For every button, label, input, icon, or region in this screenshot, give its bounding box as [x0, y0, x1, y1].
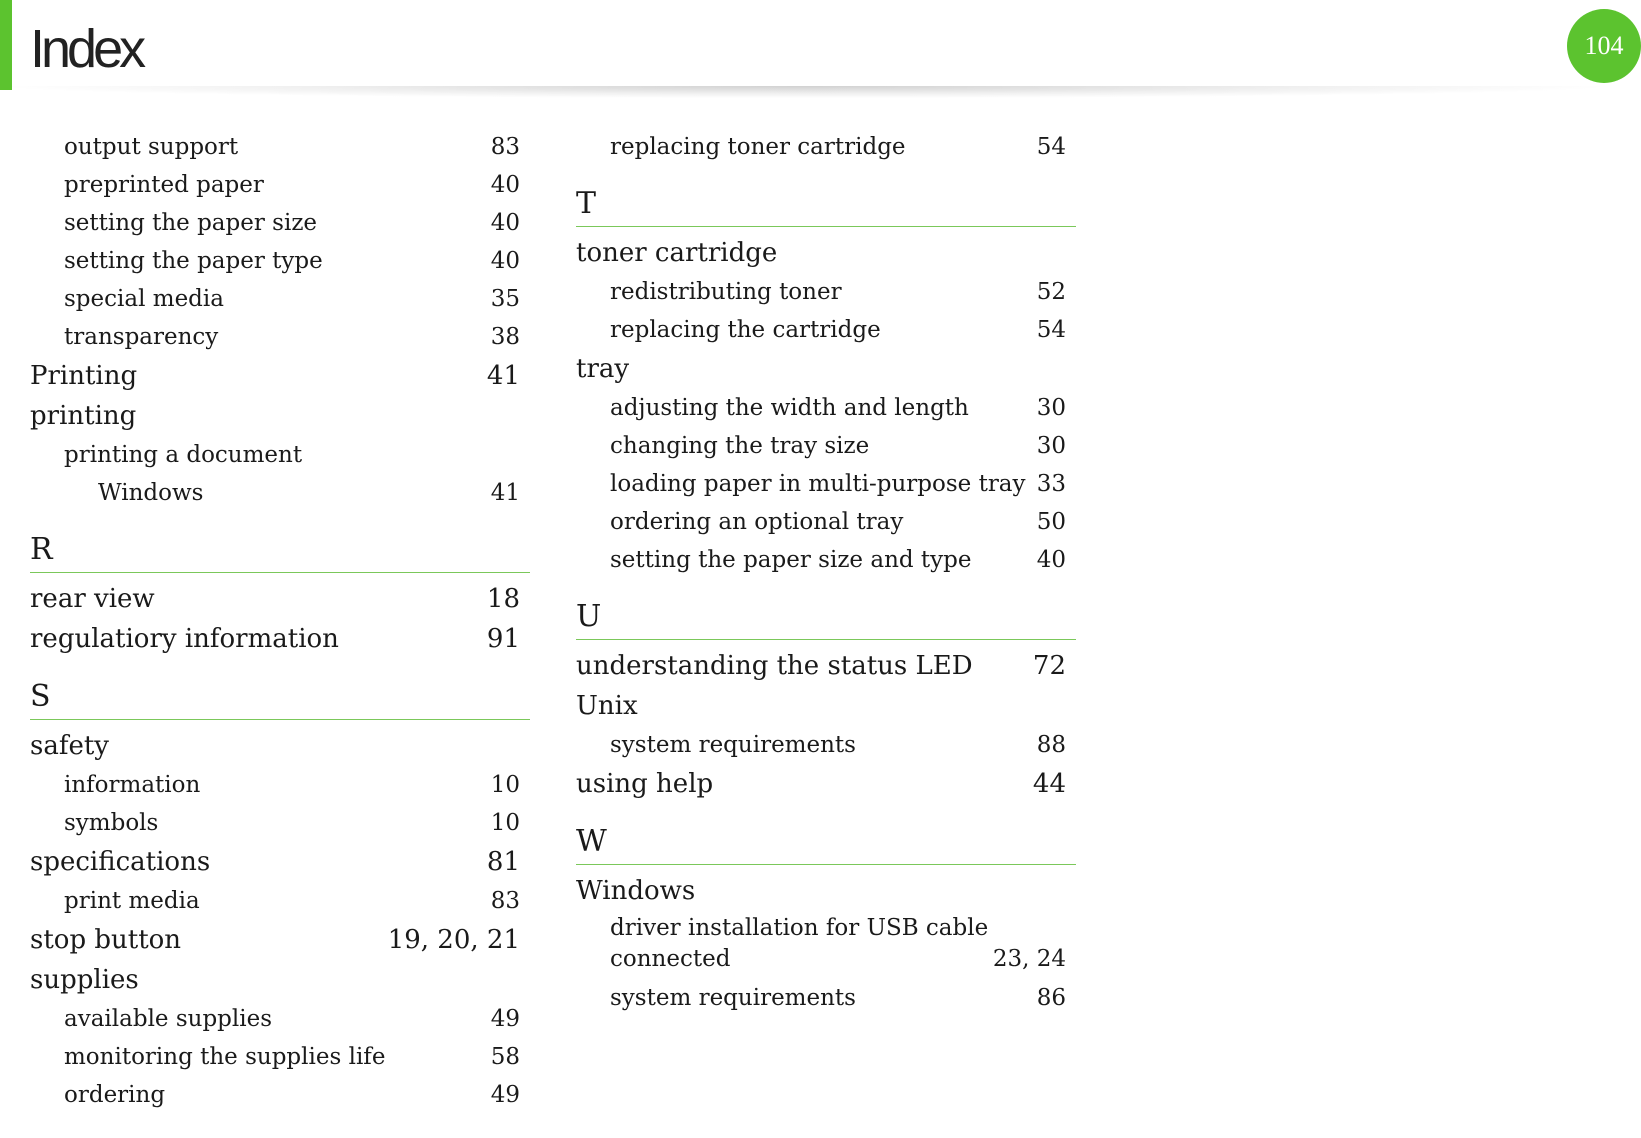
index-term: special media: [64, 286, 224, 312]
index-entry: [576, 686, 1076, 726]
index-entry: [30, 766, 530, 804]
index-entry: [576, 503, 1076, 541]
index-page-ref[interactable]: 40: [1036, 547, 1066, 573]
index-term: changing the tray size: [610, 433, 870, 459]
index-term: preprinted paper: [64, 172, 264, 198]
index-entry: [576, 128, 1076, 166]
index-entry: [576, 389, 1076, 427]
index-term: using help: [576, 769, 714, 799]
index-entry: [576, 726, 1076, 764]
page-title: Index: [30, 19, 143, 79]
section-heading-w: W: [576, 820, 1076, 865]
index-page-ref[interactable]: 33: [1036, 471, 1066, 497]
index-page-ref[interactable]: 23, 24: [992, 946, 1066, 972]
index-term: redistributing toner: [610, 279, 842, 305]
index-page-ref[interactable]: 50: [1036, 509, 1066, 535]
index-entry: [576, 646, 1076, 686]
index-term: system requirements: [610, 732, 856, 758]
index-entry: [576, 427, 1076, 465]
section-heading-r: R: [30, 528, 530, 573]
index-entry: [30, 1076, 530, 1114]
index-entry: [576, 233, 1076, 273]
index-term: regulatiory information: [30, 624, 339, 654]
index-page-ref[interactable]: 10: [490, 810, 520, 836]
index-page-ref[interactable]: 52: [1036, 279, 1066, 305]
index-term: setting the paper size and type: [610, 547, 972, 573]
index-page-ref[interactable]: 30: [1036, 433, 1066, 459]
index-entry: [30, 396, 530, 436]
index-term: setting the paper type: [64, 248, 323, 274]
index-entry: [30, 318, 530, 356]
index-entry: [30, 128, 530, 166]
index-term: Unix: [576, 691, 638, 721]
index-page-ref[interactable]: 81: [486, 847, 520, 877]
index-entry: [576, 979, 1076, 1017]
index-term: adjusting the width and length: [610, 395, 969, 421]
index-page-ref[interactable]: 72: [1032, 651, 1066, 681]
index-page-ref[interactable]: 44: [1032, 769, 1066, 799]
index-term: Printing: [30, 361, 138, 391]
index-entry: [576, 764, 1076, 804]
index-term: Windows: [98, 480, 204, 506]
index-entry: [30, 579, 530, 619]
header-accent-bar: [0, 0, 12, 90]
index-entry: [30, 960, 530, 1000]
index-term: information: [64, 772, 201, 798]
index-entry: [30, 204, 530, 242]
index-term: stop button: [30, 925, 182, 955]
index-page-ref[interactable]: 49: [490, 1006, 520, 1032]
index-term: Windows: [576, 876, 696, 906]
index-page-ref[interactable]: 83: [490, 888, 520, 914]
index-term: monitoring the supplies life: [64, 1044, 386, 1070]
index-term: symbols: [64, 810, 159, 836]
index-entry: [30, 882, 530, 920]
index-term: printing: [30, 401, 137, 431]
index-term: output support: [64, 134, 239, 160]
index-term: tray: [576, 354, 630, 384]
index-term: print media: [64, 888, 200, 914]
index-entry: [576, 911, 1076, 979]
index-entry: [30, 726, 530, 766]
index-page-ref[interactable]: 41: [486, 361, 520, 391]
index-entry: [30, 619, 530, 659]
index-entry: [576, 311, 1076, 349]
section-heading-t: T: [576, 182, 1076, 227]
index-entry: [30, 1000, 530, 1038]
index-entry: [30, 242, 530, 280]
index-page-ref[interactable]: 35: [490, 286, 520, 312]
index-page-ref[interactable]: 18: [486, 584, 520, 614]
index-page-ref[interactable]: 54: [1036, 317, 1066, 343]
index-entry: [30, 474, 530, 512]
index-page-ref[interactable]: 86: [1036, 985, 1066, 1011]
index-page-ref[interactable]: 88: [1036, 732, 1066, 758]
index-term: replacing toner cartridge: [610, 134, 906, 160]
index-term: rear view: [30, 584, 155, 614]
index-page-ref[interactable]: 40: [490, 248, 520, 274]
index-page-ref[interactable]: 54: [1036, 134, 1066, 160]
index-entry: [576, 871, 1076, 911]
index-page-ref[interactable]: 10: [490, 772, 520, 798]
index-page-ref[interactable]: 58: [490, 1044, 520, 1070]
index-term: ordering an optional tray: [610, 509, 904, 535]
section-heading-s: S: [30, 675, 530, 720]
index-page-ref[interactable]: 40: [490, 210, 520, 236]
index-term: transparency: [64, 324, 219, 350]
index-term: ordering: [64, 1082, 166, 1108]
index-term: supplies: [30, 965, 139, 995]
index-term: understanding the status LED: [576, 651, 973, 681]
index-page-ref[interactable]: 40: [490, 172, 520, 198]
index-entry: [30, 166, 530, 204]
index-entry: [30, 842, 530, 882]
index-term: system requirements: [610, 985, 856, 1011]
index-page-ref[interactable]: 49: [490, 1082, 520, 1108]
index-entry: [30, 356, 530, 396]
index-term: driver installation for USB cable connected: [610, 915, 989, 972]
index-page-ref[interactable]: 91: [486, 624, 520, 654]
header-divider-shadow: [10, 86, 1600, 98]
index-term: toner cartridge: [576, 238, 778, 268]
index-column-right: [576, 128, 1076, 1017]
index-page-ref[interactable]: 30: [1036, 395, 1066, 421]
index-entry: [30, 436, 530, 474]
index-term: replacing the cartridge: [610, 317, 881, 343]
index-term: loading paper in multi-purpose tray: [610, 471, 1026, 497]
index-page-ref[interactable]: 19, 20, 21: [387, 925, 520, 955]
index-term: specifications: [30, 847, 211, 877]
index-entry: [30, 920, 530, 960]
page-number-badge: 104: [1567, 9, 1641, 83]
index-term: printing a document: [64, 442, 303, 468]
index-page-ref[interactable]: 83: [490, 134, 520, 160]
index-term: setting the paper size: [64, 210, 318, 236]
index-page-ref[interactable]: 41: [490, 480, 520, 506]
index-entry: [576, 541, 1076, 579]
index-entry: [30, 280, 530, 318]
index-term: safety: [30, 731, 109, 761]
index-page-ref[interactable]: 38: [490, 324, 520, 350]
section-heading-u: U: [576, 595, 1076, 640]
index-entry: [576, 349, 1076, 389]
index-entry: [30, 1038, 530, 1076]
index-entry: [576, 465, 1076, 503]
index-entry: [30, 804, 530, 842]
index-column-left: [30, 128, 530, 1114]
index-term: available supplies: [64, 1006, 273, 1032]
index-entry: [576, 273, 1076, 311]
